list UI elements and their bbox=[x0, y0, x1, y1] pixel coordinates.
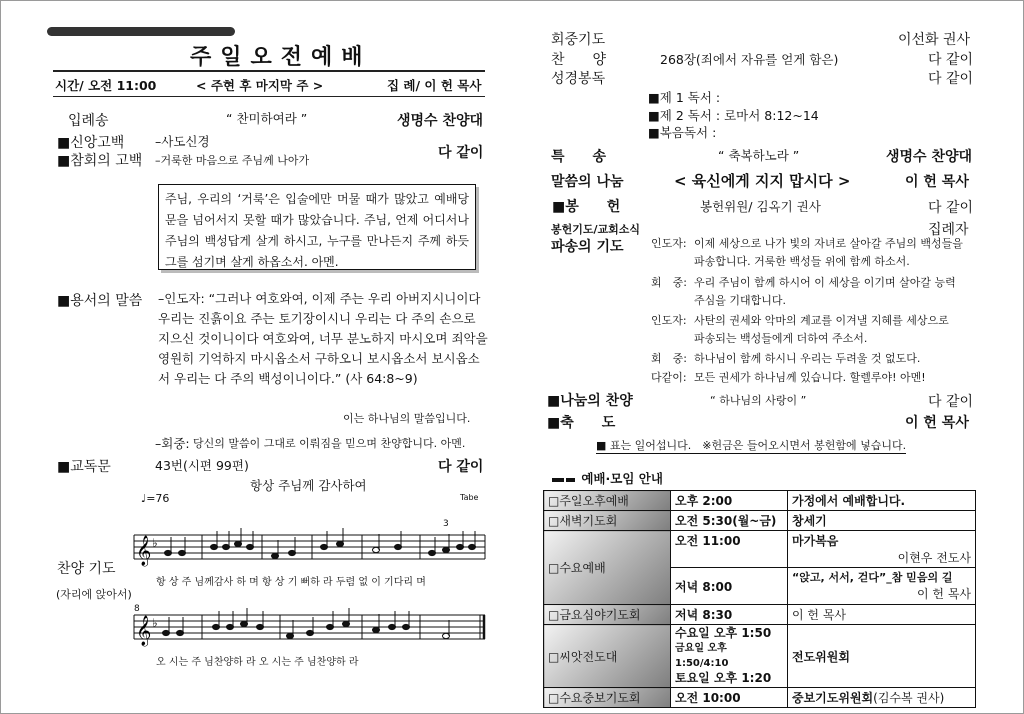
service-time: 시간/ 오전 11:00 bbox=[55, 78, 157, 93]
confession-who: 다 같이 bbox=[438, 145, 484, 161]
litany-line: 모든 권세가 하나님께 있습니다. 할렐루야! 아멘! bbox=[694, 371, 926, 384]
litany-line: 사탄의 권세와 악마의 계교를 이겨낼 지혜를 세상으로 bbox=[694, 314, 949, 327]
word-of-god-closing: 이는 하나님의 말씀입니다. bbox=[343, 412, 471, 425]
standing-notice: ■ 표는 일어섭니다. ※헌금은 들어오시면서 봉헌함에 넣습니다. bbox=[596, 439, 907, 452]
header-rule-top bbox=[53, 70, 485, 72]
schedule-name: □새벽기도회 bbox=[544, 511, 671, 531]
schedule-note: 이 헌 목사 bbox=[788, 605, 976, 625]
presider: 집 례/ 이 헌 목사 bbox=[387, 78, 482, 93]
lyrics-line-1: 항 상 주 님께감사 하 며 항 상 기 뻐하 라 두렴 없 이 기다리 며 bbox=[156, 577, 426, 588]
schedule-time: 오전 10:00 bbox=[671, 688, 788, 708]
litany-line: 파송되는 백성들에게 더하여 주소서. bbox=[694, 332, 868, 345]
reading-first: ■제 1 독서 : bbox=[648, 90, 721, 105]
creed-label: ■신앙고백 bbox=[57, 135, 125, 151]
entrance-hymn-who: 생명수 찬양대 bbox=[397, 113, 484, 129]
litany-speaker: 인도자: bbox=[651, 314, 687, 327]
absolution-scripture: “그러나 여호와여, 이제 주는 우리 아버지시니이다 우리는 진흙이요 주는 토기장이시니 우리는 다 주의 손으로 지으신 것이니이다 여호와여, 너무 분노하지 마시오며 죄악을 영원히 기억하지 마시옵소서 구하오니 보시옵소서 보시옵소서 우리는 다 주의 백성이니이다.” bbox=[158, 291, 488, 386]
litany-line: 우리 주님이 함께 하시어 이 세상을 이기며 살아갈 능력 bbox=[694, 276, 956, 289]
table-row bbox=[544, 511, 976, 531]
benediction-label: ■축 도 bbox=[547, 415, 616, 431]
schedule-time: 토요일 오후 1:20 bbox=[675, 671, 772, 685]
triplet-mark: 3 bbox=[443, 519, 449, 529]
measure-number: 8 bbox=[134, 604, 140, 614]
sending-prayer-label: 파송의 기도 bbox=[551, 239, 624, 255]
sheet-music bbox=[130, 515, 492, 675]
confession-prayer-box: 주님, 우리의 ‘거룩’은 입술에만 머물 때가 많았고 예배당 문을 넘어서지 못할 때가 많았습니다. 주님, 언제 어디서나 주님의 백성답게 살게 하시고, 누구를 만나든지 주께 하듯 그를 섬기며 살게 하옵소서. 아멘. bbox=[158, 184, 476, 270]
special-song-label: 특 송 bbox=[551, 149, 607, 165]
hymn-label: 찬 양 bbox=[551, 52, 607, 68]
special-song-who: 생명수 찬양대 bbox=[886, 149, 973, 165]
schedule-note: 중보기도위원회 bbox=[792, 691, 874, 705]
schedule-time: 오후 2:00 bbox=[671, 491, 788, 511]
closing-hymn-title: “ 하나님의 사랑이 ” bbox=[710, 394, 807, 407]
reading-second: ■제 2 독서 : 로마서 8:12~14 bbox=[648, 108, 819, 123]
treble-clef-icon: 𝄞 bbox=[136, 536, 152, 566]
congregational-prayer-label: 회중기도 bbox=[551, 32, 606, 48]
sermon-preacher: 이 헌 목사 bbox=[905, 174, 969, 190]
notes-line-2 bbox=[163, 608, 450, 639]
litany-line: 이제 세상으로 나가 빛의 자녀로 살아갈 주님의 백성들을 bbox=[694, 237, 963, 250]
liturgical-season: < 주현 후 마지막 주 > bbox=[196, 78, 324, 93]
scripture-who: 다 같이 bbox=[928, 71, 974, 87]
schedule-heading bbox=[552, 469, 663, 487]
lyrics-line-2: 오 시는 주 님찬양하 라 오 시는 주 님찬양하 라 bbox=[156, 657, 359, 668]
litany-speaker: 회 중: bbox=[651, 276, 687, 289]
decorative-bar bbox=[47, 27, 235, 36]
confession-label: ■참회의 고백 bbox=[57, 153, 143, 169]
praise-prayer-label: 찬양 기도 bbox=[57, 561, 116, 577]
table-row bbox=[544, 531, 976, 568]
creed-content: –사도신경 bbox=[155, 134, 210, 149]
schedule-note: “앉고, 서서, 걷다”_참 믿음의 길 bbox=[792, 571, 953, 584]
table-row bbox=[544, 605, 976, 625]
schedule-title: 예배·모임 안내 bbox=[581, 471, 663, 486]
schedule-time: 오전 11:00 bbox=[671, 531, 788, 568]
offering-label: ■봉 헌 bbox=[552, 199, 621, 215]
schedule-name: □수요중보기도회 bbox=[544, 688, 671, 708]
benediction-who: 이 헌 목사 bbox=[905, 415, 969, 431]
schedule-time: 수요일 오후 1:50 bbox=[675, 626, 772, 640]
entrance-hymn-label: 입례송 bbox=[68, 113, 109, 129]
litany-speaker: 다같이: bbox=[651, 371, 687, 384]
offering-prayer-news-label: 봉헌기도/교회소식 bbox=[551, 223, 641, 236]
schedule-table bbox=[543, 490, 976, 708]
special-song-title: “ 축복하노라 ” bbox=[718, 148, 800, 163]
sermon-label: 말씀의 나눔 bbox=[551, 174, 624, 190]
congregation-response-label: –회중: bbox=[155, 436, 190, 451]
bullet-icon bbox=[566, 478, 575, 482]
schedule-name: □금요심야기도회 bbox=[544, 605, 671, 625]
schedule-time: 금요일 오후 1:50/4:10 bbox=[675, 643, 729, 669]
absolution-reference: (사 64:8~9) bbox=[345, 371, 418, 386]
header-rule-bottom bbox=[53, 96, 485, 97]
page-title: 주일오전예배 bbox=[190, 45, 372, 70]
schedule-note-detail: 이현우 전도사 bbox=[897, 551, 971, 565]
sermon-title: < 육신에게 지지 맙시다 > bbox=[674, 172, 851, 190]
table-row bbox=[544, 688, 976, 708]
entrance-hymn-title: “ 찬미하여라 ” bbox=[226, 111, 308, 126]
litany-line: 주심을 기대합니다. bbox=[694, 294, 787, 307]
confession-subtitle: –거룩한 마음으로 주님께 나아가 bbox=[155, 154, 310, 167]
reading-gospel: ■복음독서 : bbox=[648, 125, 717, 140]
closing-hymn-who: 다 같이 bbox=[928, 394, 974, 410]
schedule-time: 저녁 8:00 bbox=[671, 568, 788, 605]
sending-prayer-who: 집례자 bbox=[928, 222, 969, 238]
song-meter: Tabe bbox=[460, 493, 479, 502]
treble-clef-icon: 𝄞 bbox=[136, 616, 152, 646]
offering-steward: 봉헌위원/ 김옥기 권사 bbox=[700, 199, 821, 214]
absolution-label: ■용서의 말씀 bbox=[57, 293, 143, 309]
responsive-reading-number: 43번(시편 99편) bbox=[155, 458, 249, 473]
schedule-note: 마가복음 bbox=[792, 534, 839, 548]
schedule-time-cell bbox=[671, 625, 788, 688]
schedule-time: 저녁 8:30 bbox=[671, 605, 788, 625]
flat-icon: ♭ bbox=[152, 616, 158, 630]
schedule-note: 가정에서 예배합니다. bbox=[788, 491, 976, 511]
litany-line: 파송합니다. 거룩한 백성들 위에 함께 하소서. bbox=[694, 255, 910, 268]
hymn-number: 268장(죄에서 자유를 얻게 함은) bbox=[660, 52, 839, 67]
schedule-note-cell bbox=[788, 568, 976, 605]
litany-speaker: 회 중: bbox=[651, 352, 687, 365]
scripture-label: 성경봉독 bbox=[551, 71, 606, 87]
congregation-response: 당신의 말씀이 그대로 이뤄짐을 믿으며 찬양합니다. 아멘. bbox=[193, 437, 466, 450]
table-row bbox=[544, 625, 976, 688]
litany-line: 하나님이 함께 하시니 우리는 두려울 것 없도다. bbox=[694, 352, 921, 365]
responsive-reading-label: ■교독문 bbox=[57, 459, 111, 475]
hymn-who: 다 같이 bbox=[928, 52, 974, 68]
congregational-prayer-who: 이선화 권사 bbox=[898, 32, 971, 48]
schedule-note-cell bbox=[788, 531, 976, 568]
schedule-time: 오전 5:30(월~금) bbox=[671, 511, 788, 531]
schedule-name: □씨앗전도대 bbox=[544, 625, 671, 688]
schedule-note-detail: 이 헌 목사 bbox=[917, 587, 971, 601]
song-title: 항상 주님께 감사하여 bbox=[250, 478, 367, 493]
schedule-note-detail: (김수복 권사) bbox=[873, 691, 945, 705]
responsive-reading-who: 다 같이 bbox=[438, 459, 484, 475]
absolution-text bbox=[158, 289, 488, 389]
litany-speaker: 인도자: bbox=[651, 237, 687, 250]
notes-line-1 bbox=[165, 528, 476, 559]
flat-icon: ♭ bbox=[152, 536, 158, 550]
schedule-note-cell bbox=[788, 688, 976, 708]
song-tempo: ♩=76 bbox=[141, 492, 170, 505]
schedule-name: □주일오후예배 bbox=[544, 491, 671, 511]
bullet-icon bbox=[552, 478, 564, 482]
absolution-lead: –인도자: bbox=[158, 291, 205, 306]
offering-who: 다 같이 bbox=[928, 200, 974, 216]
schedule-note: 창세기 bbox=[788, 511, 976, 531]
schedule-note: 전도위원회 bbox=[788, 625, 976, 688]
closing-hymn-label: ■나눔의 찬양 bbox=[547, 393, 633, 409]
table-row bbox=[544, 491, 976, 511]
schedule-name: □수요예배 bbox=[544, 531, 671, 605]
praise-prayer-note: (자리에 앉아서) bbox=[56, 588, 132, 601]
